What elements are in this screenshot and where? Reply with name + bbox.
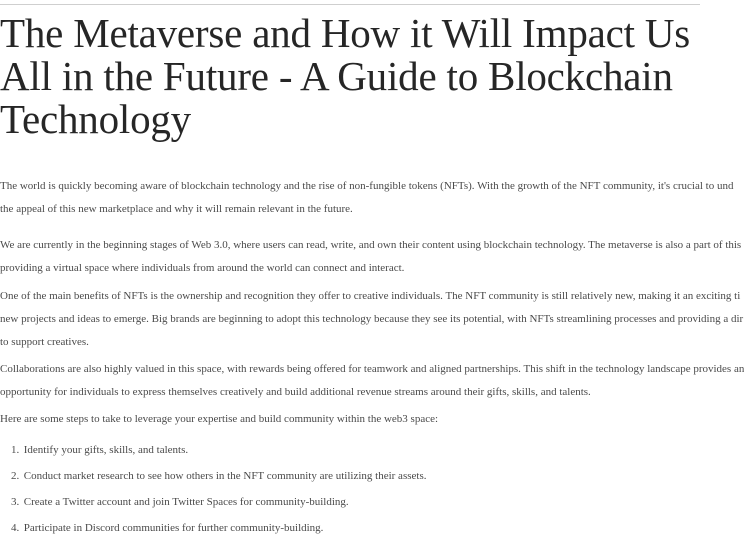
list-number: 3. — [11, 496, 20, 508]
paragraph-line: new projects and ideas to emerge. Big brands are beginning to adopt this technology because they see its potential, with NFTs streamlining processes and providing a dir — [0, 313, 744, 325]
list-number: 1. — [11, 444, 20, 456]
list-item-text: Identify your gifts, skills, and talents. — [23, 444, 189, 456]
list-number: 2. — [11, 470, 20, 482]
list-item — [0, 465, 426, 491]
paragraph-intro — [0, 175, 733, 221]
paragraph-line: We are currently in the beginning stages of Web 3.0, where users can read, write, and own their content using blockchain technology. The metaverse is also a part of this — [0, 239, 742, 251]
paragraph-line: the appeal of this new marketplace and why it will remain relevant in the future. — [0, 203, 353, 215]
paragraph-web3 — [0, 234, 741, 280]
article-title — [0, 12, 700, 141]
list-item-text: Conduct market research to see how others in the NFT community are utilizing their assets. — [23, 470, 427, 482]
paragraph-line: One of the main benefits of NFTs is the ownership and recognition they offer to creative individuals. The NFT community is still relatively new, making it an exciting ti — [0, 290, 741, 302]
list-item — [0, 517, 426, 543]
paragraph-steps-intro — [0, 408, 438, 431]
list-item-text: Participate in Discord communities for further community-building. — [23, 522, 324, 534]
paragraph-benefits — [0, 285, 743, 354]
title-line: All in the Future - A Guide to Blockchain — [0, 53, 673, 99]
list-item — [0, 439, 426, 465]
paragraph-line: providing a virtual space where individuals from around the world can connect and interact. — [0, 262, 405, 274]
title-line: The Metaverse and How it Will Impact Us — [0, 10, 691, 56]
list-item-text: Create a Twitter account and join Twitter Spaces for community-building. — [23, 496, 349, 508]
article — [0, 10, 744, 534]
paragraph-line: Here are some steps to take to leverage your expertise and build community within the web3 space: — [0, 413, 439, 425]
paragraph-collaborations — [0, 358, 744, 404]
paragraph-line: to support creatives. — [0, 336, 89, 348]
paragraph-line: The world is quickly becoming aware of blockchain technology and the rise of non-fungible tokens (NFTs). With the growth of the NFT community, it's crucial to und — [0, 180, 734, 192]
title-line: Technology — [0, 96, 191, 142]
paragraph-line: Collaborations are also highly valued in this space, with rewards being offered for teamwork and aligned partnerships. This shift in the technology landscape provides an — [0, 363, 744, 375]
paragraph-line: opportunity for individuals to express themselves creatively and build additional revenue streams around their gifts, skills, and talents. — [0, 386, 591, 398]
list-item — [0, 491, 426, 517]
list-number: 4. — [11, 522, 20, 534]
steps-list — [0, 439, 426, 543]
top-divider — [0, 4, 700, 5]
